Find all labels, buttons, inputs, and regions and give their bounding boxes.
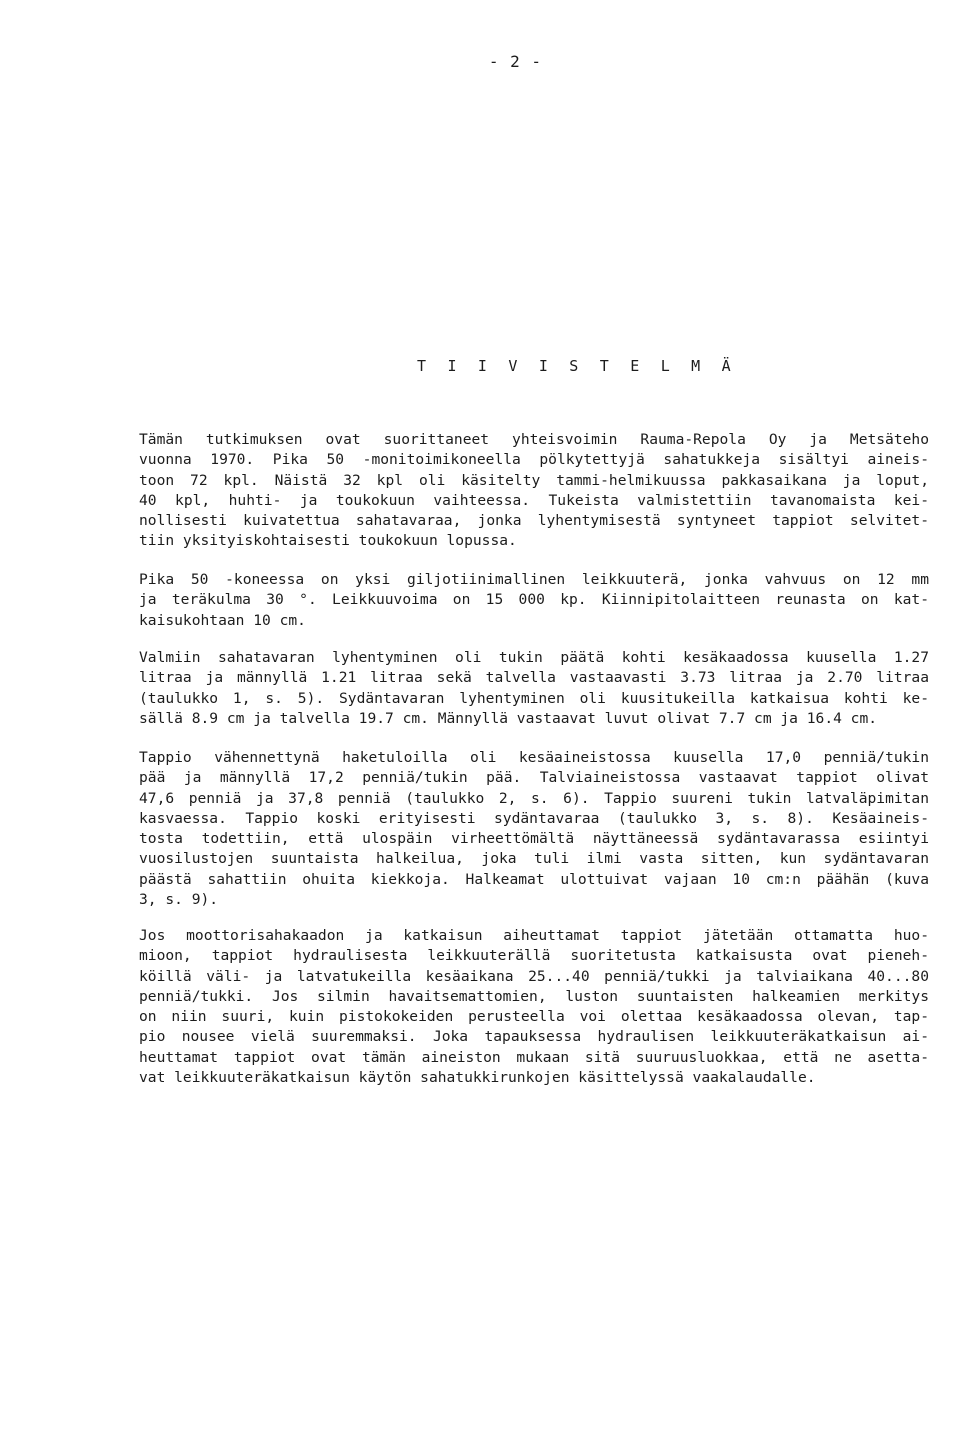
text-line: tiin yksityiskohtaisesti toukokuun lopussa.: [139, 532, 517, 550]
paragraph-shortening-results: [139, 648, 929, 729]
text-line: toon 72 kpl. Näistä 32 kpl oli käsitelty tammi-helmikuussa pakkasaikana ja loput,: [139, 471, 929, 489]
text-line: nollisesti kuivatettua sahatavaraa, jonka lyhentymisestä syntyneet tappiot selvitet-: [139, 512, 929, 530]
text-line: on niin suuri, kuin pistokokeiden perusteella voi olettaa kesäkaadossa olevan, tap-: [139, 1008, 929, 1026]
text-line: (taulukko 1, s. 5). Sydäntavaran lyhentyminen oli kuusitukeilla katkaisua kohti ke-: [139, 689, 929, 707]
text-line: kasvaessa. Tappio koski erityisesti sydäntavaraa (taulukko 3, s. 8). Kesäaineis-: [139, 809, 929, 827]
text-line: mioon, tappiot hydraulisesta leikkuuterällä suoritetusta katkaisusta ovat pieneh-: [139, 947, 929, 965]
text-line: penniä/tukki. Jos silmin havaitsemattomien, luston suuntaisten halkeamien merkitys: [139, 987, 929, 1005]
text-line: litraa ja männyllä 1.21 litraa sekä talvella vastaavasti 3.73 litraa ja 2.70 litraa: [139, 669, 929, 687]
text-line: päästä sahattiin ohuita kiekkoja. Halkeamat ulottuivat vajaan 10 cm:n päähän (kuva: [139, 870, 929, 888]
section-heading: T I I V I S T E L M Ä: [417, 357, 737, 375]
text-line: pää ja männyllä 17,2 penniä/tukin pää. Talviaineistossa vastaavat tappiot olivat: [139, 769, 929, 787]
text-line: heuttamat tappiot ovat tämän aineiston mukaan sitä suuruusluokkaa, että ne asetta-: [139, 1048, 929, 1066]
text-line: köillä väli- ja latvatukeilla kesäaikana 25...40 penniä/tukki ja talviaikana 40...80: [139, 967, 929, 985]
paragraph-conclusion: [139, 926, 929, 1088]
text-line: Valmiin sahatavaran lyhentyminen oli tukin päätä kohti kesäkaadossa kuusella 1.27: [139, 649, 929, 666]
page-number: - 2 -: [488, 52, 542, 71]
paragraph-loss-results: [139, 748, 929, 910]
text-line: Jos moottorisahakaadon ja katkaisun aiheuttamat tappiot jätetään ottamatta huo-: [139, 927, 929, 944]
text-line: ja teräkulma 30 °. Leikkuuvoima on 15 000 kp. Kiinnipitolaitteen reunasta on kat-: [139, 591, 929, 609]
text-line: tosta todettiin, että ulospäin virheettömältä näyttäneessä sydäntavarassa esiintyi: [139, 830, 929, 848]
text-line: kaisukohtaan 10 cm.: [139, 611, 306, 629]
text-line: vuosilustojen suuntaista halkeilua, joka tuli ilmi vasta sitten, kun sydäntavaran: [139, 850, 929, 868]
paragraph-study-description: [139, 430, 929, 552]
text-line: Pika 50 -koneessa on yksi giljotiinimallinen leikkuuterä, jonka vahvuus on 12 mm: [139, 571, 929, 588]
text-line: pio nousee vielä suuremmaksi. Joka tapauksessa hydraulisen leikkuuteräkatkaisun ai-: [139, 1028, 929, 1046]
text-line: 40 kpl, huhti- ja toukokuun vaihteessa. Tukeista valmistettiin tavanomaista kei-: [139, 491, 929, 509]
text-line: 47,6 penniä ja 37,8 penniä (taulukko 2, s. 6). Tappio suureni tukin latvaläpimitan: [139, 789, 929, 807]
text-line: vuonna 1970. Pika 50 -monitoimikoneella pölkytettyjä sahatukkeja sisältyi aineis-: [139, 451, 929, 469]
text-line: Tappio vähennettynä haketuloilla oli kesäaineistossa kuusella 17,0 penniä/tukin: [139, 749, 929, 766]
text-line: 3, s. 9).: [139, 891, 219, 909]
text-line: Tämän tutkimuksen ovat suorittaneet yhteisvoimin Rauma-Repola Oy ja Metsäteho: [139, 431, 929, 448]
text-line: sällä 8.9 cm ja talvella 19.7 cm. Männyllä vastaavat luvut olivat 7.7 cm ja 16.4 cm.: [139, 709, 878, 727]
text-line: vat leikkuuteräkatkaisun käytön sahatukkirunkojen käsittelyssä vaakalaudalle.: [139, 1069, 816, 1087]
paragraph-machine-specs: [139, 570, 929, 631]
